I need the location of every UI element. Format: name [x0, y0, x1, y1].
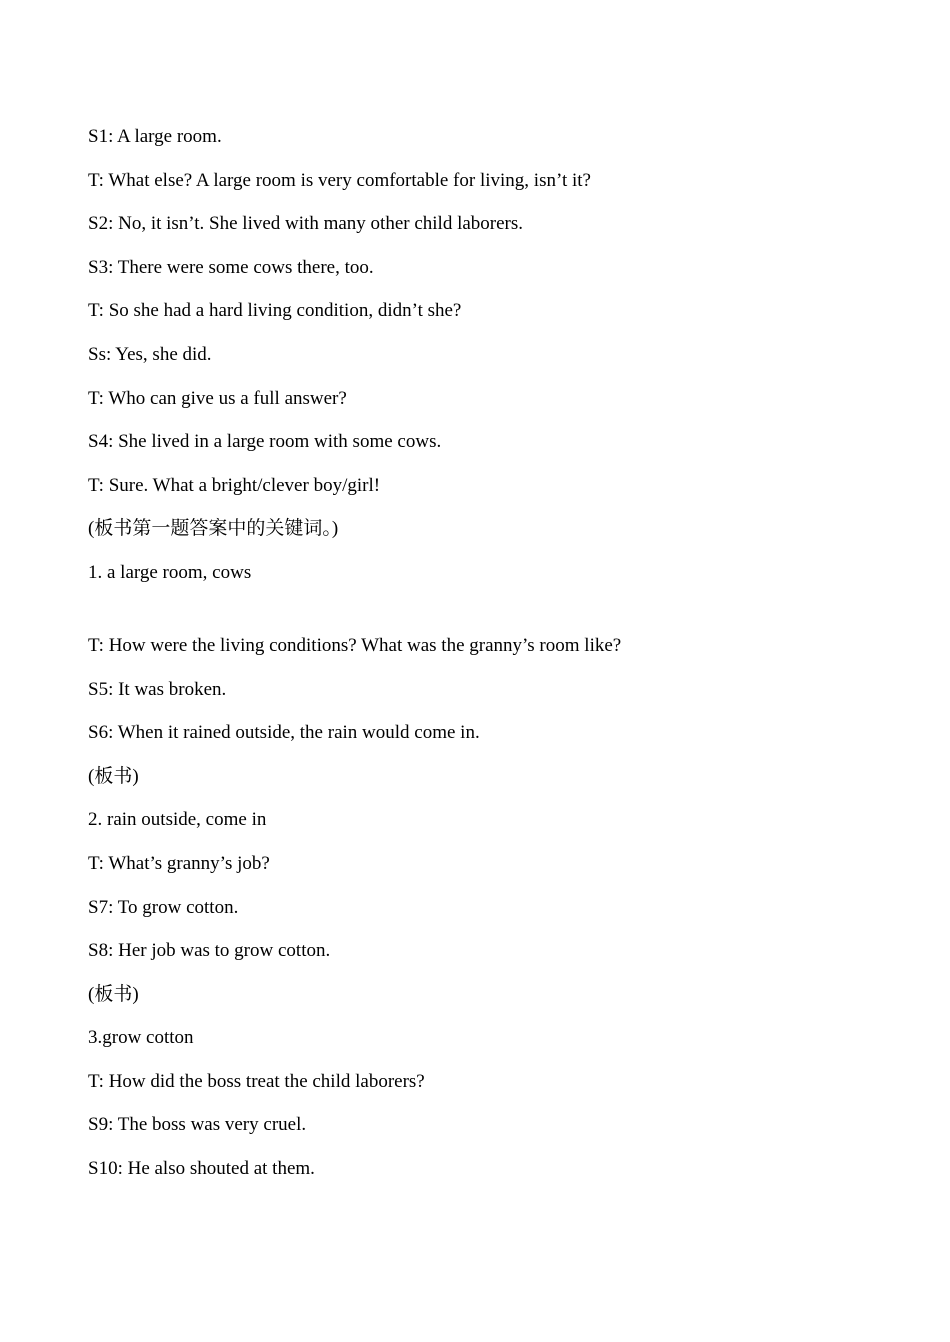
dialogue-line: S4: She lived in a large room with some cows. [88, 431, 442, 453]
dialogue-line: T: So she had a hard living condition, didn’t she? [88, 300, 462, 322]
dialogue-line: T: Sure. What a bright/clever boy/girl! [88, 474, 381, 496]
board-keyword-line: 2. rain outside, come in [88, 809, 267, 831]
dialogue-line: S6: When it rained outside, the rain would come in. [88, 722, 480, 744]
dialogue-line: T: How were the living conditions? What was the granny’s room like? [88, 634, 622, 656]
dialogue-line: S3: There were some cows there, too. [88, 256, 374, 278]
board-keyword-line: 1. a large room, cows [88, 561, 252, 583]
dialogue-line: S7: To grow cotton. [88, 896, 239, 918]
board-keyword-line: 3.grow cotton [88, 1027, 194, 1049]
board-note: (板书) [88, 765, 139, 787]
dialogue-line: S8: Her job was to grow cotton. [88, 940, 331, 962]
dialogue-line: S2: No, it isn’t. She lived with many other child laborers. [88, 213, 524, 235]
dialogue-line: T: What’s granny’s job? [88, 852, 270, 874]
dialogue-line: T: What else? A large room is very comfortable for living, isn’t it? [88, 169, 591, 191]
dialogue-line: S10: He also shouted at them. [88, 1158, 315, 1180]
dialogue-line: S1: A large room. [88, 126, 222, 147]
dialogue-line: S5: It was broken. [88, 678, 227, 700]
dialogue-line: T: Who can give us a full answer? [88, 387, 347, 409]
dialogue-line: T: How did the boss treat the child laborers? [88, 1070, 425, 1092]
board-note: (板书) [88, 983, 139, 1005]
document-body [88, 124, 878, 1200]
dialogue-line: S9: The boss was very cruel. [88, 1114, 307, 1136]
dialogue-line: Ss: Yes, she did. [88, 343, 212, 365]
board-note: (板书第一题答案中的关键词。) [88, 518, 339, 540]
